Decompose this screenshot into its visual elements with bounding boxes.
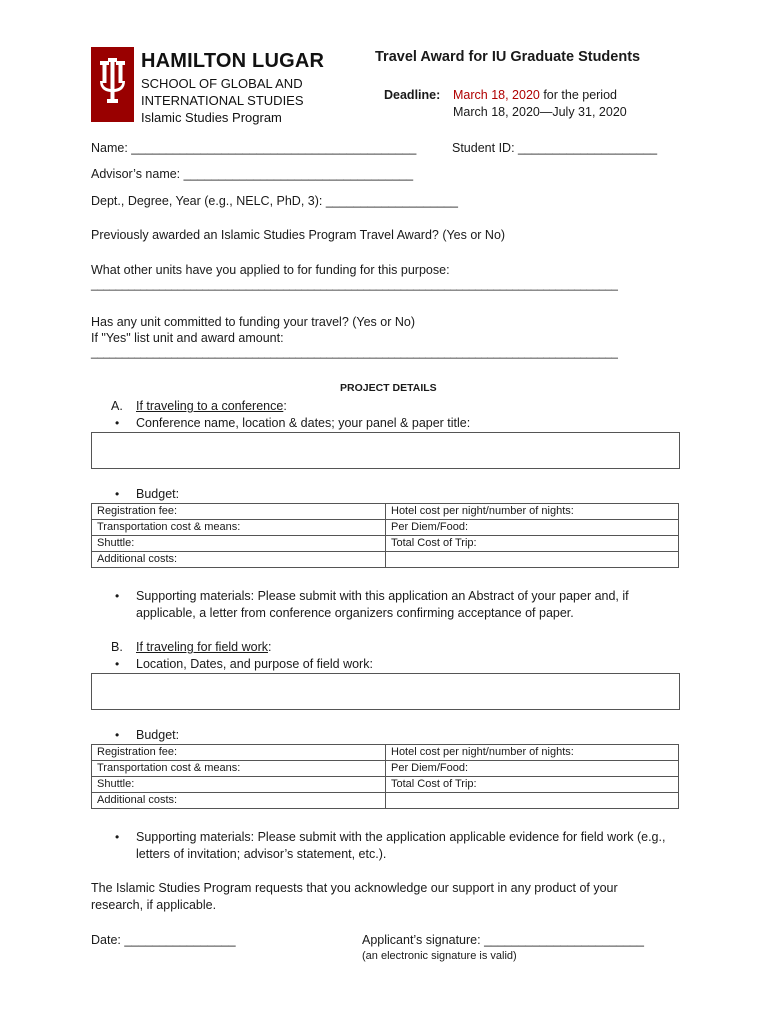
date-field[interactable]: Date: ________________ [91, 933, 236, 947]
bullet-icon: • [115, 657, 120, 671]
fieldwork-details-input[interactable] [91, 673, 680, 710]
section-b-title-text: If traveling for field work [136, 640, 268, 654]
budget-table-conference [91, 503, 679, 568]
table-row [92, 745, 679, 761]
support-a-line-2: applicable, a letter from conference organizers confirming acceptance of paper. [136, 606, 574, 620]
acknowledgement-line-2: research, if applicable. [91, 898, 217, 912]
section-b-marker: B. [111, 640, 123, 654]
budget-cell[interactable]: Shuttle: [92, 777, 386, 793]
fieldwork-item-label: Location, Dates, and purpose of field work: [136, 657, 373, 671]
bullet-icon: • [115, 830, 120, 844]
advisor-field[interactable]: Advisor’s name: _________________________________ [91, 167, 414, 181]
budget-cell[interactable] [386, 793, 679, 809]
other-units-label: What other units have you applied to for funding for this purpose: [91, 263, 450, 277]
budget-cell[interactable]: Per Diem/Food: [386, 520, 679, 536]
deadline-period: March 18, 2020—July 31, 2020 [453, 105, 627, 119]
table-row [92, 793, 679, 809]
org-line-2: INTERNATIONAL STUDIES [141, 93, 304, 108]
iu-trident-logo [91, 47, 134, 122]
bullet-icon: • [115, 416, 120, 430]
budget-cell[interactable]: Transportation cost & means: [92, 761, 386, 777]
budget-cell[interactable]: Total Cost of Trip: [386, 777, 679, 793]
previous-award-field[interactable]: Previously awarded an Islamic Studies Program Travel Award? (Yes or No) [91, 228, 506, 242]
project-details-heading: PROJECT DETAILS [340, 382, 437, 394]
section-a-colon: : [283, 399, 287, 413]
support-b-line-1: Supporting materials: Please submit with the application applicable evidence for field work (e.g., [136, 830, 666, 844]
org-line-3: Islamic Studies Program [141, 110, 282, 125]
bullet-icon: • [115, 589, 120, 603]
budget-cell[interactable] [386, 552, 679, 568]
student-id-field[interactable]: Student ID: ____________________ [452, 141, 658, 155]
budget-b-label: Budget: [136, 728, 180, 742]
budget-cell[interactable]: Additional costs: [92, 793, 386, 809]
deadline-date: March 18, 2020 [453, 88, 540, 102]
org-line-1: SCHOOL OF GLOBAL AND [141, 76, 303, 91]
section-a-title-text: If traveling to a conference [136, 399, 284, 413]
bullet-icon: • [115, 728, 120, 742]
budget-cell[interactable]: Registration fee: [92, 504, 386, 520]
bullet-icon: • [115, 487, 120, 501]
if-yes-label: If "Yes" list unit and award amount: [91, 331, 284, 345]
budget-cell[interactable]: Transportation cost & means: [92, 520, 386, 536]
if-yes-line[interactable]: _____________________________________________________________________________________ [91, 347, 618, 359]
budget-cell[interactable]: Per Diem/Food: [386, 761, 679, 777]
deadline-rest: for the period [539, 88, 617, 102]
support-b-line-2: letters of invitation; advisor’s statement, etc.). [136, 847, 387, 861]
table-row [92, 536, 679, 552]
org-name: HAMILTON LUGAR [141, 50, 325, 72]
table-row [92, 520, 679, 536]
section-a-title [136, 399, 287, 413]
deadline-line-1 [453, 88, 617, 102]
table-row [92, 504, 679, 520]
committed-field[interactable]: Has any unit committed to funding your travel? (Yes or No) [91, 315, 415, 329]
name-field[interactable]: Name: _________________________________________ [91, 141, 417, 155]
budget-cell[interactable]: Registration fee: [92, 745, 386, 761]
form-title: Travel Award for IU Graduate Students [375, 49, 641, 65]
deadline-label: Deadline: [384, 88, 441, 102]
section-a-marker: A. [111, 399, 123, 413]
budget-cell[interactable]: Shuttle: [92, 536, 386, 552]
acknowledgement-line-1: The Islamic Studies Program requests that you acknowledge our support in any product of your [91, 881, 618, 895]
table-row [92, 761, 679, 777]
budget-table-fieldwork [91, 744, 679, 809]
table-row [92, 777, 679, 793]
signature-note: (an electronic signature is valid) [362, 950, 517, 962]
budget-cell[interactable]: Hotel cost per night/number of nights: [386, 504, 679, 520]
budget-cell[interactable]: Hotel cost per night/number of nights: [386, 745, 679, 761]
section-b-title [136, 640, 271, 654]
other-units-line[interactable]: _____________________________________________________________________________________ [91, 279, 618, 291]
signature-field[interactable]: Applicant’s signature: _______________________ [362, 933, 644, 947]
support-a-line-1: Supporting materials: Please submit with this application an Abstract of your paper and, if [136, 589, 629, 603]
conference-item-label: Conference name, location & dates; your panel & paper title: [136, 416, 471, 430]
section-b-colon: : [268, 640, 272, 654]
budget-cell[interactable]: Total Cost of Trip: [386, 536, 679, 552]
conference-details-input[interactable] [91, 432, 680, 469]
table-row [92, 552, 679, 568]
budget-cell[interactable]: Additional costs: [92, 552, 386, 568]
budget-a-label: Budget: [136, 487, 180, 501]
dept-field[interactable]: Dept., Degree, Year (e.g., NELC, PhD, 3): ___________________ [91, 194, 458, 208]
